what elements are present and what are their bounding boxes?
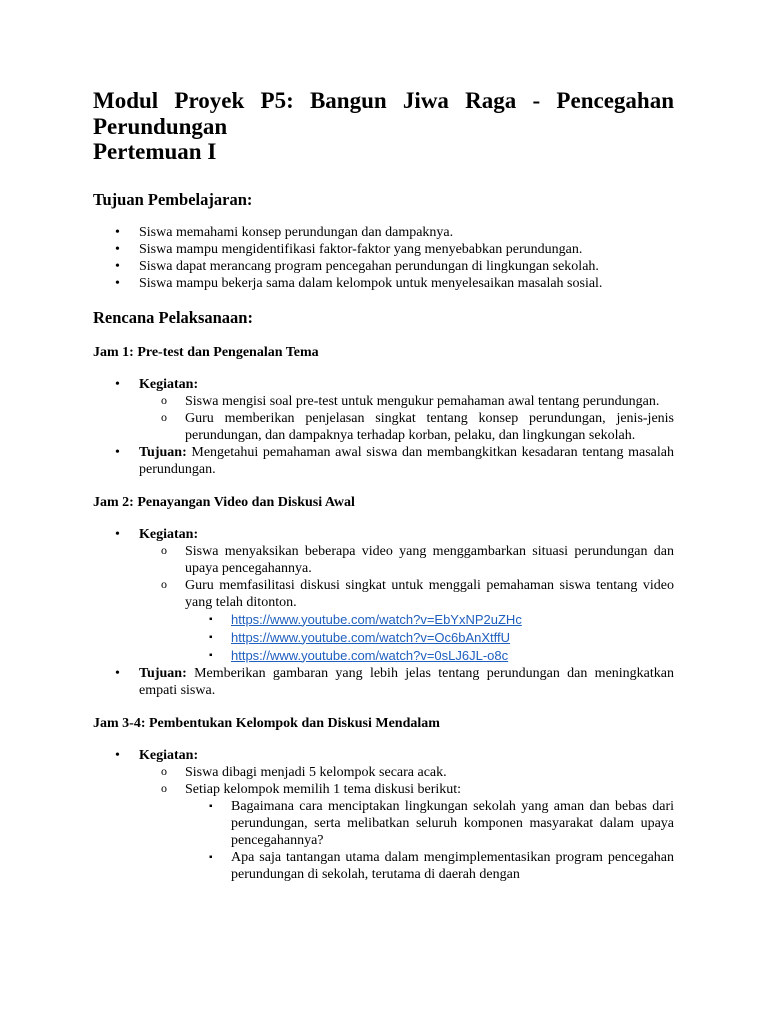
square-bullet-icon: ▪ [209,631,213,643]
jam34-kegiatan-list [139,764,674,883]
circle-bullet-icon: o [161,542,167,557]
square-bullet-icon: ▪ [209,800,213,812]
list-item [93,526,674,665]
list-item [185,611,674,629]
tema-list [185,798,674,883]
jam1-kegiatan-list [139,393,674,444]
list-item: • Tujuan: Mengetahui pemahaman awal siswa dan membangkitkan kesadaran tentang masalah perundungan. [115,444,674,477]
circle-bullet-icon: o [161,763,167,778]
list-item [93,747,674,883]
title-line-1: Modul Proyek P5: Bangun Jiwa Raga - Pencegahan [93,88,674,113]
video-link-2[interactable]: https://www.youtube.com/watch?v=Oc6bAnXtffU [231,629,511,645]
list-item: o Siswa menyaksikan beberapa video yang menggambarkan situasi perundungan dan upaya pencegahannya. [161,542,674,576]
circle-bullet-icon: o [161,576,167,591]
list-item: • Siswa mampu bekerja sama dalam kelompok untuk menyelesaikan masalah sosial. [115,275,603,291]
tujuan-label: Tujuan: [139,444,187,460]
square-bullet-icon: ▪ [209,649,213,661]
list-item: ▪ Bagaimana cara menciptakan lingkungan sekolah yang aman dan bebas dari perundungan, serta melibatkan seluruh komponen masyarakat dalam upaya pencegahannya? [209,798,674,848]
list-item: o Guru memfasilitasi diskusi singkat untuk menggali pemahaman siswa tentang video yang telah ditonton. ▪ https://www.youtube.com/watch?v=EbYxNP2uZHc ▪ https://www.youtube.com/watch?v=Oc6bAnXtffU ▪ https://www.youtube.com/watch?v=0sLJ6JL-o8c [161,576,674,663]
video-link-list [185,611,674,665]
jam1-heading: Jam 1: Pre-test dan Pengenalan Tema [93,344,319,360]
bullet-icon: • [115,526,120,542]
list-item: • Tujuan: Memberikan gambaran yang lebih jelas tentang perundungan dan meningkatkan empati siswa. [115,665,674,698]
circle-bullet-icon: o [161,392,167,407]
list-item: o Siswa mengisi soal pre-test untuk mengukur pemahaman awal tentang perundungan. [161,392,660,409]
bullet-icon: • [115,444,120,460]
list-item: ▪ Apa saja tantangan utama dalam mengimplementasikan program pencegahan perundungan di sekolah, terutama di daerah dengan [209,849,674,882]
tujuan-label: Tujuan: [139,665,187,681]
square-bullet-icon: ▪ [209,851,213,863]
bullet-icon: • [115,376,120,392]
list-item: • Siswa mampu mengidentifikasi faktor-faktor yang menyebabkan perundungan. [115,241,583,257]
jam2-heading: Jam 2: Penayangan Video dan Diskusi Awal [93,494,355,510]
tujuan-heading: Tujuan Pembelajaran: [93,189,253,209]
jam34-heading: Jam 3-4: Pembentukan Kelompok dan Diskusi Mendalam [93,715,440,731]
tujuan-list [93,224,674,292]
kegiatan-label: Kegiatan: [139,526,199,542]
video-link-3[interactable]: https://www.youtube.com/watch?v=0sLJ6JL-o8c [231,647,509,663]
bullet-icon: • [115,241,120,257]
list-item [93,376,674,444]
page-title [93,0,674,165]
list-item: o Setiap kelompok memilih 1 tema diskusi berikut: ▪ Bagaimana cara menciptakan lingkungan sekolah yang aman dan bebas dari perundungan, serta melibatkan seluruh komponen masyarakat dalam upaya pencegahannya? ▪ Apa saja tantangan utama dalam mengimplementasikan program pencegahan perundungan di sekolah, terutama di daerah dengan [161,780,674,882]
rencana-heading: Rencana Pelaksanaan: [93,307,253,327]
bullet-icon: • [115,665,120,681]
bullet-icon: • [115,224,120,240]
list-item [185,647,674,665]
list-item: • Siswa memahami konsep perundungan dan dampaknya. [115,224,454,240]
video-link-1[interactable]: https://www.youtube.com/watch?v=EbYxNP2uZHc [231,611,522,627]
jam2-list [93,526,674,699]
kegiatan-label: Kegiatan: [139,747,199,763]
jam2-kegiatan-list [139,543,674,665]
bullet-icon: • [115,258,120,274]
bullet-icon: • [115,747,120,763]
jam1-list [93,376,674,478]
circle-bullet-icon: o [161,409,167,424]
list-item: • Siswa dapat merancang program pencegahan perundungan di lingkungan sekolah. [115,258,599,274]
kegiatan-label: Kegiatan: [139,376,199,392]
list-item [185,629,674,647]
circle-bullet-icon: o [161,780,167,795]
square-bullet-icon: ▪ [209,613,213,625]
bullet-icon: • [115,275,120,291]
list-item: o Siswa dibagi menjadi 5 kelompok secara acak. [161,763,447,780]
title-line-3: Pertemuan I [93,139,217,164]
title-line-2: Perundungan [93,113,228,139]
list-item: o Guru memberikan penjelasan singkat tentang konsep perundungan, jenis-jenis perundungan, dan dampaknya terhadap korban, pelaku, dan lingkungan sekolah. [161,409,674,443]
jam34-list [93,747,674,883]
